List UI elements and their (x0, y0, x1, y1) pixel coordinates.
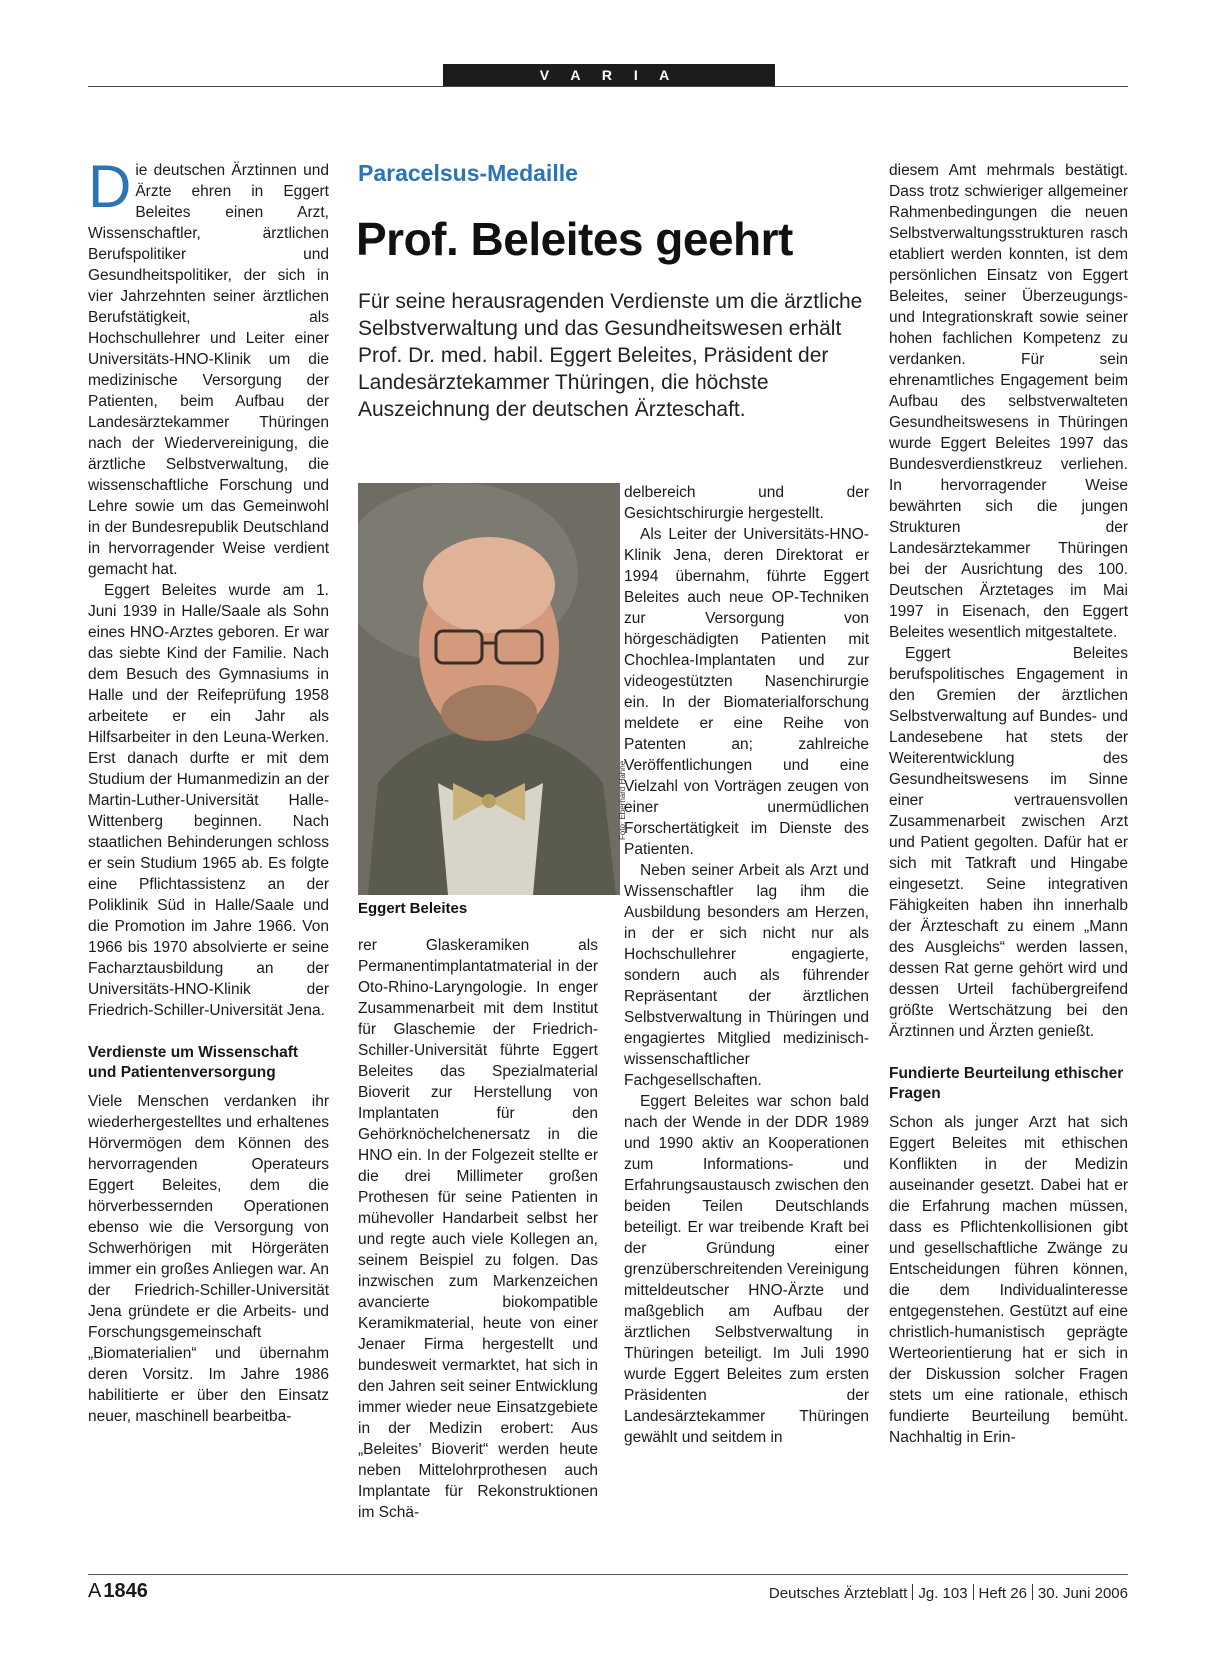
paragraph: Als Leiter der Universitäts-HNO-Klinik Jena, deren Direktorat er 1994 übernahm, führte Eggert Beleites auch neue OP-Techniken zur Versorgung von hörgeschädigten Patienten mit Chochlea-Implantaten und zur videogestützten Nasenchirurgie ein. In der Biomaterialforschung meldete er eine Reihe von Patenten an; zahlreiche Veröffentlichungen und eine Vielzahl von Vorträgen zeugen von einer unermüdlichen Forschertätigkeit im Dienste des Patienten. (624, 526, 869, 858)
subheading: Verdienste um Wissenschaft und Patientenversorgung (88, 1044, 299, 1081)
paragraph-text: ie deutschen Ärztinnen und Ärzte ehren in Eggert Beleites einen Arzt, Wissenschaftler, ärztlichen Berufspolitiker und Gesundheitspolitiker, der sich in vier Jahrzehnten seiner ärztlichen Berufstätigkeit, als Hochschullehrer und Leiter einer Universitäts-HNO-Klinik um die medizinische Versorgung der Patienten, beim Aufbau der Landesärztekammer Thüringen nach der Wiedervereinigung, die ärztliche Selbstverwaltung, die wissenschaftliche Forschung und Lehre sowie um das Gemeinwohl in der Bundesrepublik Deutschland in hervorragender Weise verdient gemacht hat. (88, 162, 329, 578)
paragraph: diesem Amt mehrmals bestätigt. Dass trotz schwieriger allgemeiner Rahmenbedingungen die neuen Selbstverwaltungsstrukturen rasch etabliert werden konnten, ist dem persönlichen Einsatz von Eggert Beleites, seiner Überzeugungs- und Integrationskraft sowie seiner hohen fachlichen Kompetenz zu verdanken. Für sein ehrenamtliches Engagement beim Aufbau des selbstverwalteten Gesundheitswesens in Thüringen wurde Eggert Beleites 1997 das Bundesverdienstkreuz verliehen. In hervorragender Weise bewährten sich die jungen Strukturen der Landesärztekammer Thüringen bei der Ausrichtung des 100. Deutschen Ärztetages im Mai 1997 in Eisenach, den Eggert Beleites wesentlich mitgestaltete. (889, 162, 1128, 641)
column-4 (889, 160, 1128, 1448)
journal-date: 30. Juni 2006 (1037, 1585, 1128, 1602)
journal-issue: Heft 26 (978, 1585, 1027, 1602)
paragraph: Eggert Beleites berufspolitisches Engagement in den Gremien der ärztlichen Selbstverwaltung auf Bundes- und Landesebene hat stets der Weiterentwicklung des Gesundheitswesens im Sinne einer vertrauensvollen Zusammenarbeit zwischen Arzt und Patient gegolten. Dafür hat er sich mit Tatkraft und Hingabe eingesetzt. Seine integrativen Fähigkeiten haben ihn innerhalb der Ärzteschaft zu einem „Mann des Ausgleichs“ werden lassen, dessen Rat gerne gehört wird und dessen Urteil fachübergreifend größte Wertschätzung bei den Ärztinnen und Ärzten genießt. (889, 645, 1128, 1040)
paragraph: delbereich und der Gesichtschirurgie hergestellt. (624, 484, 869, 522)
paragraph: Eggert Beleites war schon bald nach der Wende in der DDR 1989 und 1990 aktiv an Kooperationen zum Informations- und Erfahrungsaustausch zwischen den beiden Teilen Deutschlands beteiligt. Er war treibende Kraft bei der Gründung einer grenzüberschreitenden Vereinigung mitteldeutscher HNO-Ärzte und maßgeblich am Aufbau der ärztlichen Selbstverwaltung in Thüringen beteiligt. Im Juli 1990 wurde Eggert Beleites zum ersten Präsidenten der Landesärztekammer Thüringen gewählt und seitdem in (624, 1093, 869, 1446)
paragraph: Neben seiner Arbeit als Arzt und Wissenschaftler lag ihm die Ausbildung besonders am Herzen, in der er sich nicht nur als Hochschullehrer engagierte, sondern auch als führender Repräsentant der ärztlichen Selbstverwaltung in Thüringen und engagiertes Mitglied medizinisch-wissenschaftlicher Fachgesellschaften. (624, 862, 869, 1089)
divider (912, 1584, 913, 1600)
journal-footer (769, 1584, 1128, 1602)
paragraph: Eggert Beleites wurde am 1. Juni 1939 in Halle/Saale als Sohn eines HNO-Arztes geboren. Er war das siebte Kind der Familie. Nach dem Besuch des Gymnasiums in Halle und der Reifeprüfung 1958 arbeitete er ein Jahr als Hilfsarbeiter in den Leuna-Werken. Erst danach durfte er mit dem Studium der Humanmedizin an der Martin-Luther-Universität Halle-Wittenberg beginnen. Nach staatlichen Behinderungen schloss er sein Studium 1965 ab. Es folgte eine Pflichtassistenz an der Poliklinik Süd in Halle/Saale und die Promotion im Jahre 1966. Von 1966 bis 1970 absolvierte er seine Facharztausbildung an der Universitäts-HNO-Klinik der Friedrich-Schiller-Universität Jena. (88, 582, 329, 1019)
divider (1032, 1584, 1033, 1600)
column-1 (88, 153, 329, 1427)
photo-credit: Foto: Eberhard Hahne (618, 760, 627, 840)
portrait-photo (358, 483, 620, 895)
headline: Prof. Beleites geehrt (356, 213, 793, 265)
page-prefix: A (88, 1580, 102, 1602)
page-number (88, 1580, 148, 1603)
subheading: Fundierte Beurteilung ethischer Fragen (889, 1065, 1124, 1102)
divider (973, 1584, 974, 1600)
paragraph: rer Glaskeramiken als Permanentimplantatmaterial in der Oto-Rhino-Laryngologie. In enger Zusammenarbeit mit dem Institut für Glaschemie der Friedrich-Schiller-Universität führte Eggert Beleites das Spezialmaterial Bioverit zur Herstellung von Implantaten für den Gehörknöchelchenersatz in die HNO ein. In der Folgezeit stellte er die drei Millimeter großen Prothesen für seine Patienten in mühevoller Handarbeit selbst her und regte auch viele Kollegen an, seinem Beispiel zu folgen. Das inzwischen zum Markenzeichen avancierte biokompatible Keramikmaterial, heute von einer Jenaer Firma hergestellt und bundesweit vermarktet, hat sich in den Jahren seit seiner Entwicklung immer wieder neue Einsatzgebiete in der Medizin erobert: Aus „Beleites’ Bioverit“ werden heute neben Mittelohrprothesen auch Implantate für Rekonstruktionen im Schä- (358, 937, 598, 1521)
journal-name: Deutsches Ärzteblatt (768, 1585, 908, 1602)
paragraph: Viele Menschen verdanken ihr wiederhergestelltes und erhaltenes Hörvermögen dem Können des hervorragenden Operateurs Eggert Beleites, dem die hörverbessernden Operationen ebenso wie die Versorgung von Schwerhörigen mit Hörgeräten immer ein großes Anliegen war. An der Friedrich-Schiller-Universität Jena gründete er die Arbeits- und Forschungsgemeinschaft „Biomaterialien“ und übernahm deren Vorsitz. Im Jahre 1986 habilitierte er über den Einsatz neuer, maschinell bearbeitba- (88, 1093, 329, 1425)
top-rule (88, 86, 1128, 87)
kicker: Paracelsus-Medaille (358, 160, 578, 186)
section-label: V A R I A (443, 64, 775, 86)
photo-caption: Eggert Beleites (358, 900, 468, 917)
drop-cap: D (88, 153, 132, 220)
journal-volume: Jg. 103 (918, 1585, 968, 1602)
lead-paragraph: Für seine herausragenden Verdienste um die ärztliche Selbstverwaltung und das Gesundheitswesen erhält Prof. Dr. med. habil. Eggert Beleites, Präsident der Landesärztekammer Thüringen, die höchste Auszeichnung der deutschen Ärzteschaft. (358, 290, 863, 421)
column-3 (624, 482, 869, 1448)
page-number-value: 1846 (103, 1580, 148, 1602)
paragraph: Schon als junger Arzt hat sich Eggert Beleites mit ethischen Konflikten in der Medizin auseinander gesetzt. Dabei hat er die Erfahrung machen müssen, dass es Pflichtenkollisionen gibt und gesellschaftliche Zwänge zu Entscheidungen führen können, die dem Individualinteresse entgegenstehen. Gestützt auf eine christlich-humanistisch geprägte Werteorientierung hat er sich in der Diskussion solcher Fragen stets um eine rationale, ethisch fundierte Beurteilung bemüht. Nachhaltig in Erin- (889, 1114, 1128, 1446)
paragraph (88, 153, 329, 580)
footer-rule (88, 1574, 1128, 1575)
column-2 (358, 935, 598, 1523)
